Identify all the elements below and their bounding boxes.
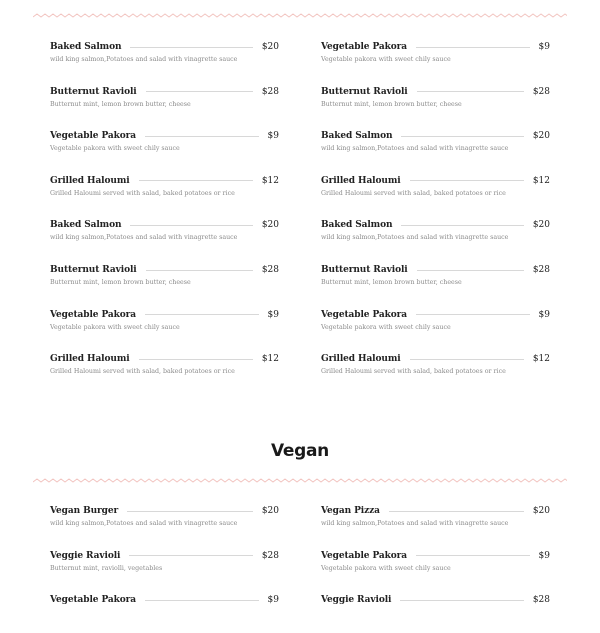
menu-item-price: $28 [532, 265, 550, 275]
menu-item-description: Butternut mint, lemon brown butter, cheese [321, 100, 462, 108]
top-wave-divider [33, 13, 567, 21]
menu-item-name: Butternut Ravioli [50, 86, 137, 97]
menu-item-row [50, 263, 279, 277]
menu-item-name: Butternut Ravioli [321, 86, 408, 97]
menu-item-description: Vegetable pakora with sweet chily sauce [50, 145, 180, 153]
menu-item-name: Veggie Ravioli [321, 595, 392, 606]
menu-item-name: Baked Salmon [321, 131, 393, 142]
menu-item [321, 174, 550, 214]
menu-item-name: Baked Salmon [321, 220, 393, 231]
menu-item-name: Baked Salmon [50, 220, 122, 231]
menu-item-row [321, 549, 550, 563]
menu-item-price: $28 [261, 265, 279, 275]
dotted-leader [139, 359, 253, 360]
menu-item-price: $20 [532, 131, 550, 142]
menu-item-description: wild king salmon,Potatoes and salad with vinagrette sauce [50, 56, 238, 63]
menu-item [50, 549, 279, 589]
menu-item-price: $9 [267, 131, 279, 142]
menu-item-price: $12 [532, 354, 550, 365]
menu-item-description: Grilled Haloumi served with salad, baked potatoes or rice [321, 189, 506, 197]
menu-item-description: wild king salmon,Potatoes and salad with vinagrette sauce [50, 520, 238, 527]
menu-item [50, 174, 279, 214]
menu-item [50, 263, 279, 303]
vegan-left-column [50, 504, 279, 606]
menu-item [50, 40, 279, 80]
dotted-leader [130, 47, 252, 48]
menu-item-price: $20 [532, 220, 550, 231]
dotted-leader [410, 180, 524, 181]
menu-item-row [50, 129, 279, 143]
menu-item [50, 504, 279, 544]
menu-item-description: wild king salmon,Potatoes and salad with vinagrette sauce [321, 145, 509, 153]
menu-item [321, 263, 550, 303]
menu-item-price: $20 [261, 220, 279, 231]
menu-item [321, 504, 550, 544]
dotted-leader [410, 359, 524, 360]
menu-item [321, 85, 550, 125]
menu-item [50, 218, 279, 258]
menu-item-price: $28 [532, 86, 550, 97]
menu-item-price: $28 [261, 86, 279, 97]
menu-item [321, 549, 550, 589]
section-title-vegan: Vegan [270, 441, 329, 461]
menu-item-name: Baked Salmon [50, 42, 122, 52]
menu-item-description: Grilled Haloumi served with salad, baked potatoes or rice [50, 368, 235, 376]
menu-item-row [50, 504, 279, 518]
menu-item-row [321, 504, 550, 518]
menu-item-description: Butternut mint, raviolli, vegetables [50, 564, 163, 572]
menu-item-price: $12 [532, 175, 550, 186]
menu-item-price: $9 [267, 309, 279, 320]
menu-item-description: Butternut mint, lemon brown butter, cheese [50, 279, 191, 286]
menu-item-row [50, 308, 279, 322]
menu-item-row [321, 352, 550, 366]
menu-item-description: Grilled Haloumi served with salad, baked potatoes or rice [50, 189, 235, 197]
menu-item-price: $9 [267, 595, 279, 606]
dotted-leader [417, 270, 524, 271]
menu-item-row [50, 549, 279, 563]
menu-item-row [321, 174, 550, 188]
dotted-leader [416, 47, 530, 48]
menu-item [321, 352, 550, 392]
vegan-right-column [321, 504, 550, 606]
menu-item-description: Vegetable pakora with sweet chily sauce [321, 323, 451, 331]
menu-item-price: $12 [261, 175, 279, 186]
menu-item-name: Vegetable Pakora [321, 550, 408, 561]
menu-item [321, 129, 550, 169]
menu-item-name: Grilled Haloumi [321, 175, 401, 186]
menu-item-name: Vegetable Pakora [50, 309, 137, 320]
menu-item-description: Vegetable pakora with sweet chily sauce [321, 56, 451, 63]
dotted-leader [146, 91, 253, 92]
menu-item-row [321, 85, 550, 99]
menu-item [321, 593, 550, 633]
menu-item [321, 40, 550, 80]
menu-item [50, 129, 279, 169]
menu-item-row [50, 174, 279, 188]
dotted-leader [145, 136, 259, 137]
menu-item [50, 593, 279, 633]
menu-item-price: $20 [261, 506, 279, 516]
dotted-leader [401, 225, 523, 226]
top-right-column [321, 40, 550, 400]
dotted-leader [416, 314, 530, 315]
menu-item-description: wild king salmon,Potatoes and salad with vinagrette sauce [321, 520, 509, 527]
menu-item-price: $20 [532, 506, 550, 516]
menu-item-price: $9 [538, 550, 550, 561]
menu-item-description: Butternut mint, lemon brown butter, cheese [321, 279, 462, 286]
dotted-leader [139, 180, 253, 181]
menu-item-name: Vegetable Pakora [321, 309, 408, 320]
menu-item-row [321, 218, 550, 232]
menu-item-row [50, 85, 279, 99]
menu-item-price: $20 [261, 42, 279, 52]
menu-item-row [321, 129, 550, 143]
menu-item-name: Butternut Ravioli [321, 265, 408, 275]
menu-item-price: $9 [538, 309, 550, 320]
dotted-leader [389, 511, 524, 512]
dotted-leader [146, 270, 253, 271]
menu-item-name: Veggie Ravioli [50, 550, 121, 561]
dotted-leader [129, 555, 252, 556]
menu-item-description: Vegetable pakora with sweet chily sauce [321, 564, 451, 572]
dotted-leader [417, 91, 524, 92]
dotted-leader [401, 136, 523, 137]
top-left-column [50, 40, 279, 400]
menu-item-name: Butternut Ravioli [50, 265, 137, 275]
menu-item-row [50, 352, 279, 366]
menu-item-name: Grilled Haloumi [50, 354, 130, 365]
menu-item-description: Butternut mint, lemon brown butter, cheese [50, 100, 191, 108]
menu-item-name: Grilled Haloumi [321, 354, 401, 365]
menu-item-price: $12 [261, 354, 279, 365]
menu-item-row [321, 40, 550, 54]
menu-item-name: Vegetable Pakora [321, 42, 408, 52]
menu-item [321, 218, 550, 258]
menu-item-row [321, 263, 550, 277]
vegan-wave-divider [33, 478, 567, 486]
menu-item-price: $28 [261, 550, 279, 561]
menu-item [50, 85, 279, 125]
menu-item-row [321, 308, 550, 322]
menu-item-description: Grilled Haloumi served with salad, baked potatoes or rice [321, 368, 506, 376]
menu-item-price: $9 [538, 42, 550, 52]
menu-item-name: Grilled Haloumi [50, 175, 130, 186]
menu-item-description: wild king salmon,Potatoes and salad with vinagrette sauce [321, 234, 509, 242]
menu-item-name: Vegetable Pakora [50, 131, 137, 142]
menu-item-row [321, 593, 550, 607]
menu-item-price: $28 [532, 595, 550, 606]
dotted-leader [145, 314, 259, 315]
menu-item [50, 308, 279, 348]
menu-item-name: Vegan Burger [50, 506, 119, 516]
menu-item-description: wild king salmon,Potatoes and salad with vinagrette sauce [50, 234, 238, 242]
menu-item [321, 308, 550, 348]
dotted-leader [127, 511, 253, 512]
menu-item-row [50, 40, 279, 54]
menu-item-name: Vegan Pizza [321, 506, 380, 516]
menu-item-row [50, 218, 279, 232]
menu-item-name: Vegetable Pakora [50, 595, 137, 606]
menu-item-row [50, 593, 279, 607]
menu-item [50, 352, 279, 392]
dotted-leader [130, 225, 252, 226]
dotted-leader [416, 555, 530, 556]
menu-item-description: Vegetable pakora with sweet chily sauce [50, 323, 180, 331]
